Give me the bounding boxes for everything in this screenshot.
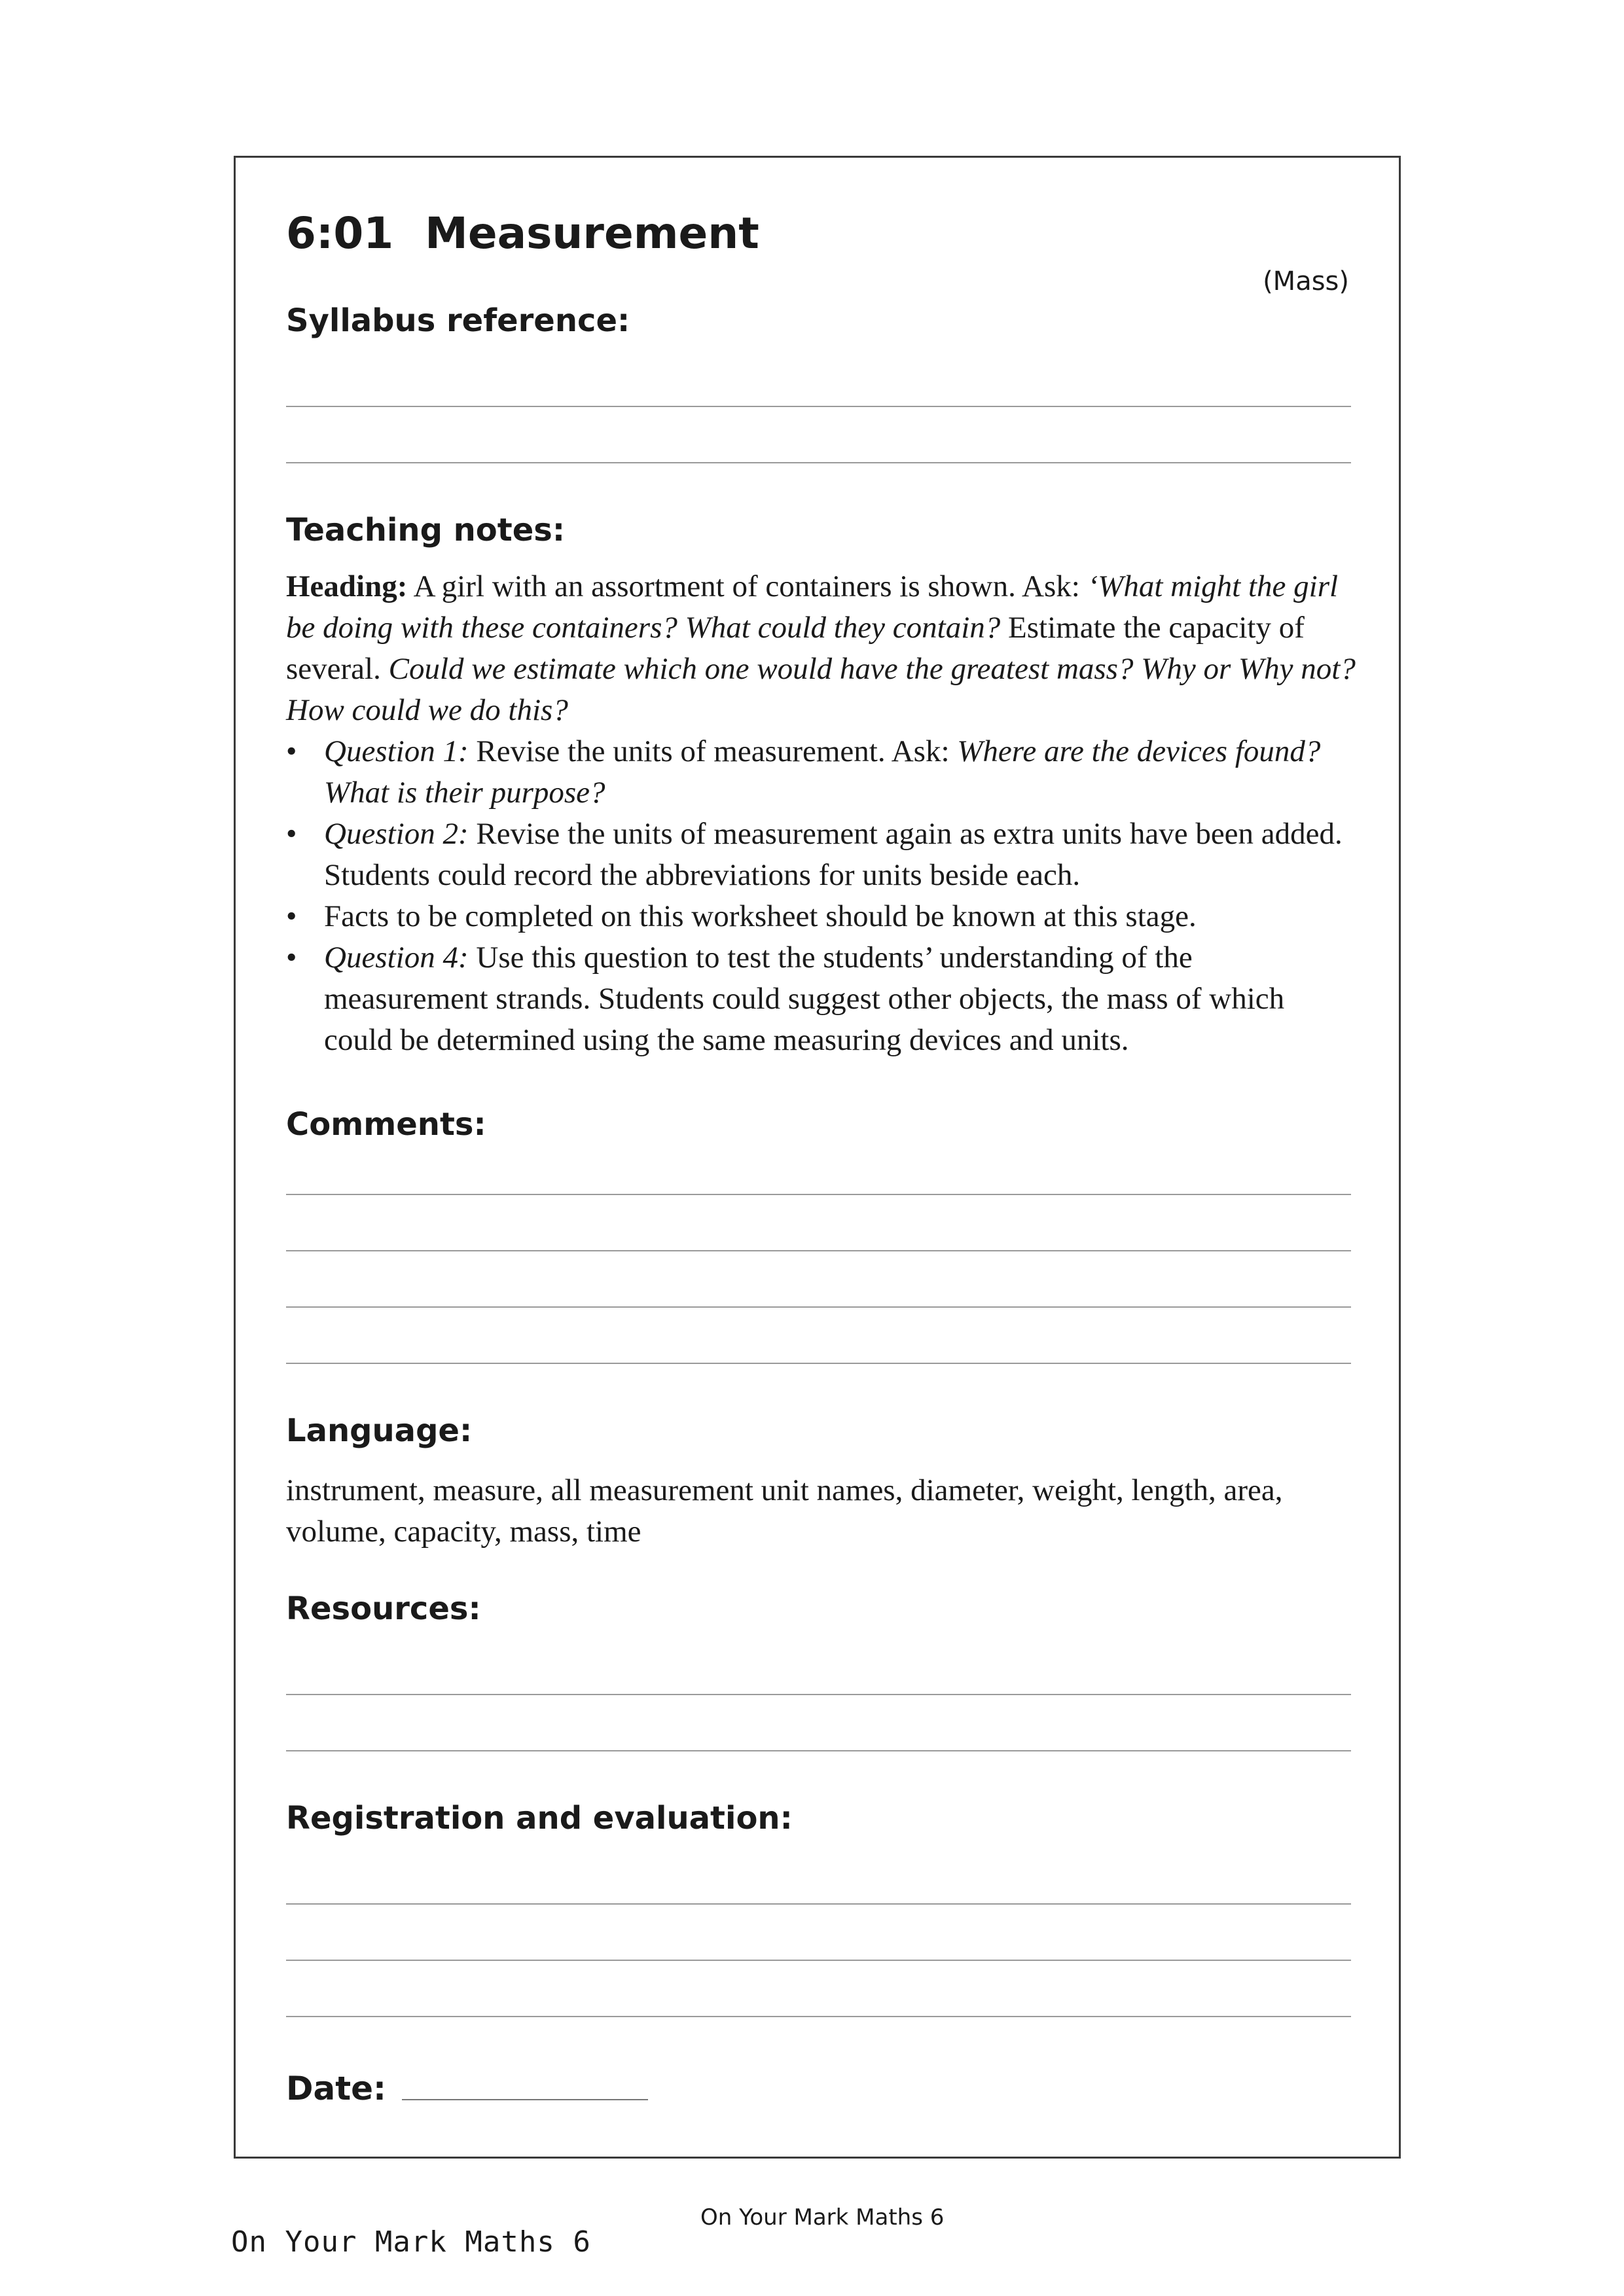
comments-line-4[interactable] (286, 1363, 1351, 1364)
heading-note (286, 566, 1360, 731)
bullet-lead: Question 4: (324, 941, 469, 975)
comments-line-1[interactable] (286, 1194, 1351, 1195)
date-label: Date: (286, 2070, 387, 2108)
bullet-icon: • (286, 734, 297, 768)
bullet-lead: Question 2: (324, 817, 469, 851)
comments-line-3[interactable] (286, 1306, 1351, 1308)
bullet-icon: • (286, 899, 297, 933)
comments-heading: Comments: (286, 1106, 486, 1143)
bullet-text: Revise the units of measurement. Ask: (468, 734, 958, 768)
bullet-lead: Question 1: (324, 734, 469, 768)
bullet-tail: Where are the devices found? What is their purpose? (324, 734, 1321, 810)
list-item (286, 731, 1360, 814)
language-heading: Language: (286, 1412, 473, 1449)
heading-note-question-2: Could we estimate which one would have the greatest mass? Why or Why not? How could we do this? (286, 652, 1356, 727)
bullet-text: Use this question to test the students’ understanding of the measurement strands. Students could suggest other objects, the mass of which could be determined using the same measuring devices and units. (324, 941, 1285, 1057)
bullet-text: Revise the units of measurement again as extra units have been added. Students could record the abbreviations for units beside each. (324, 817, 1343, 892)
list-item (286, 814, 1360, 896)
date-field[interactable] (402, 2099, 648, 2100)
list-item (286, 937, 1360, 1061)
list-item (286, 896, 1360, 937)
resources-line-1[interactable] (286, 1694, 1351, 1695)
heading-note-text-1: A girl with an assortment of containers is shown. Ask: (407, 569, 1088, 603)
teaching-notes-heading: Teaching notes: (286, 512, 566, 548)
resources-heading: Resources: (286, 1590, 481, 1627)
syllabus-line-2[interactable] (286, 462, 1351, 463)
lesson-subtitle: (Mass) (1263, 266, 1349, 296)
syllabus-line-1[interactable] (286, 406, 1351, 407)
resources-line-2[interactable] (286, 1750, 1351, 1751)
registration-line-2[interactable] (286, 1960, 1351, 1961)
lesson-title: Measurement (425, 208, 759, 259)
page-frame (234, 156, 1401, 2159)
teaching-notes-body (286, 566, 1360, 1061)
teaching-notes-list (286, 731, 1360, 1061)
heading-note-label: Heading: (286, 569, 408, 603)
registration-heading: Registration and evaluation: (286, 1800, 793, 1837)
language-text: instrument, measure, all measurement unit names, diameter, weight, length, area, volume, capacity, mass, time (286, 1473, 1283, 1549)
heading-note-text-2: Estimate the capacity of several. (286, 611, 1305, 686)
registration-line-1[interactable] (286, 1903, 1351, 1905)
bullet-text: Facts to be completed on this worksheet should be known at this stage. (324, 899, 1197, 933)
syllabus-heading: Syllabus reference: (286, 302, 630, 339)
bullet-icon: • (286, 817, 297, 851)
footer-center-text: On Your Mark Maths 6 (700, 2204, 945, 2231)
heading-note-question-1: ‘What might the girl be doing with these containers? What could they contain? (286, 569, 1339, 645)
bullet-icon: • (286, 941, 297, 975)
footer-left-text: On Your Mark Maths 6 (231, 2225, 591, 2259)
page-title (286, 208, 759, 259)
lesson-number: 6:01 (286, 208, 394, 259)
comments-line-2[interactable] (286, 1250, 1351, 1251)
registration-line-3[interactable] (286, 2016, 1351, 2017)
